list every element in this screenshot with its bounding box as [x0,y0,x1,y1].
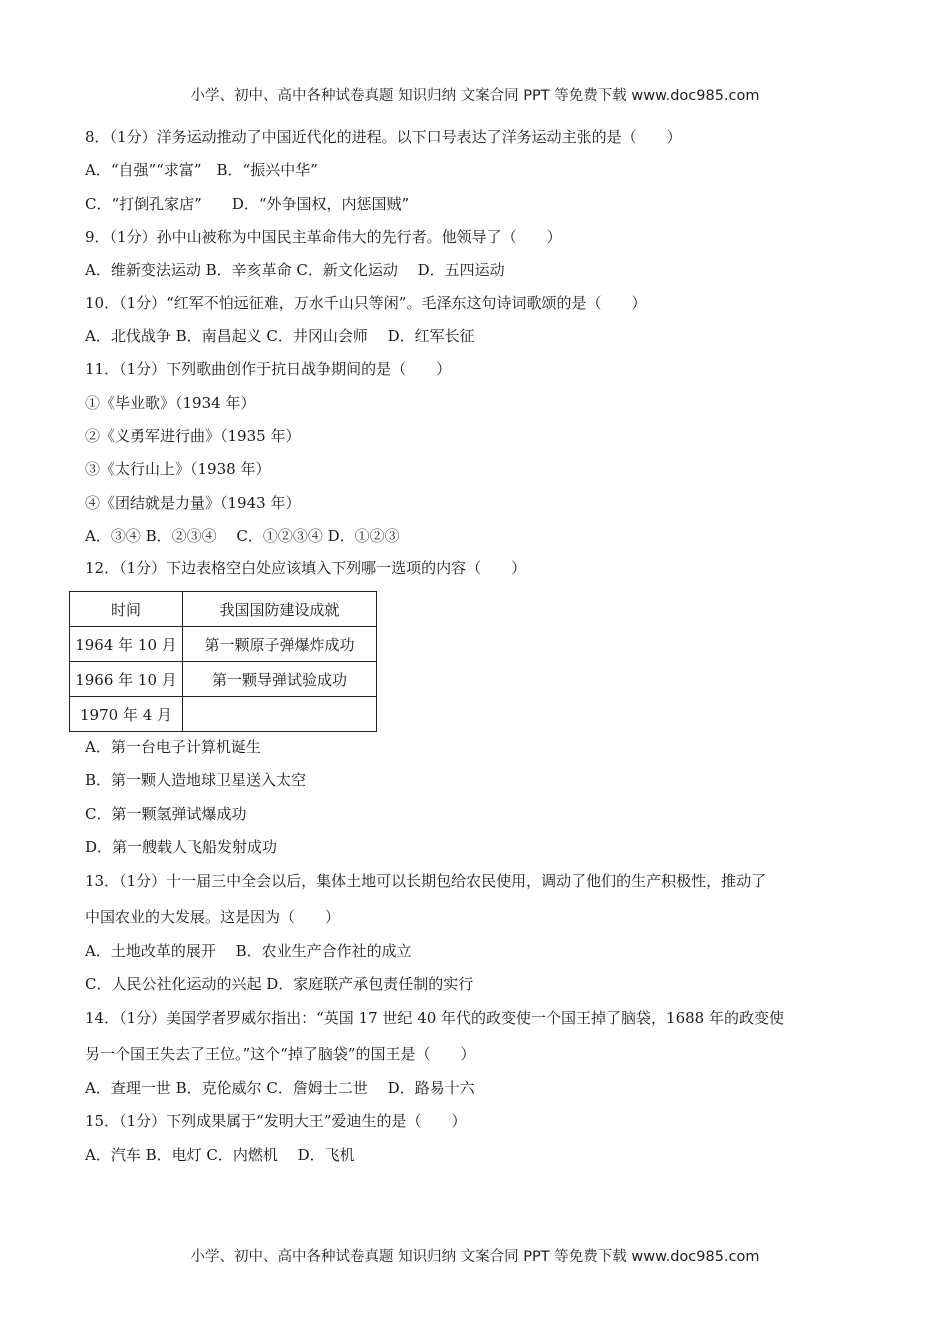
table-cell: 1970 年 4 月 [70,697,183,732]
q12-option-a: A．第一台电子计算机诞生 [85,738,261,756]
page-header: 小学、初中、高中各种试卷真题 知识归纳 文案合同 PPT 等免费下载 www.doc985.com [190,88,760,104]
q12-option-d: D．第一艘载人飞船发射成功 [85,838,278,856]
q15-options: A．汽车 B．电灯 C．内燃机 D．飞机 [85,1146,355,1164]
table-cell: 第一颗导弹试验成功 [183,662,377,697]
table-header-cell: 我国国防建设成就 [183,592,377,627]
q8-options-ab: A．“自强”“求富” B．“振兴中华” [85,161,318,179]
table-row [70,627,377,662]
q12-option-b: B．第一颗人造地球卫星送入太空 [85,771,307,789]
table-row [70,662,377,697]
table-cell: 1966 年 10 月 [70,662,183,697]
question-10: 10．（1分）“红军不怕远征难，万水千山只等闲”。毛泽东这句诗词歌颂的是（ ） [85,294,647,312]
question-13-cont: 中国农业的大发展。这是因为（ ） [85,908,341,926]
table-header-cell: 时间 [70,592,183,627]
question-14: 14．（1分）美国学者罗威尔指出：“英国 17 世纪 40 年代的政变使一个国王掉了脑袋，1688 年的政变使 [85,1009,784,1027]
question-14-cont: 另一个国王失去了王位。”这个“掉了脑袋”的国王是（ ） [85,1045,476,1063]
q11-item-1: ①《毕业歌》（1934 年） [85,394,256,412]
q11-item-4: ④《团结就是力量》（1943 年） [85,494,301,512]
table-header-row [70,592,377,627]
question-12: 12．（1分）下边表格空白处应该填入下列哪一选项的内容（ ） [85,559,527,577]
question-8: 8．（1分）洋务运动推动了中国近代化的进程。以下口号表达了洋务运动主张的是（ ） [85,128,682,146]
q10-options: A．北伐战争 B．南昌起义 C．井冈山会师 D．红军长征 [85,327,475,345]
q11-item-2: ②《义勇军进行曲》（1935 年） [85,427,301,445]
q12-option-c: C．第一颗氢弹试爆成功 [85,805,247,823]
q13-options-cd: C．人民公社化运动的兴起 D．家庭联产承包责任制的实行 [85,975,474,993]
q14-options: A．查理一世 B．克伦威尔 C．詹姆士二世 D．路易十六 [85,1079,475,1097]
question-13: 13．（1分）十一届三中全会以后，集体土地可以长期包给农民使用，调动了他们的生产积极性，推动了 [85,872,767,890]
q13-options-ab: A．土地改革的展开 B．农业生产合作社的成立 [85,942,412,960]
table-row [70,697,377,732]
question-15: 15．（1分）下列成果属于“发明大王”爱迪生的是（ ） [85,1112,467,1130]
defense-achievements-table [69,591,377,732]
table-cell-blank [183,697,377,732]
q11-item-3: ③《太行山上》（1938 年） [85,460,271,478]
question-9: 9．（1分）孙中山被称为中国民主革命伟大的先行者。他领导了（ ） [85,228,562,246]
page-footer: 小学、初中、高中各种试卷真题 知识归纳 文案合同 PPT 等免费下载 www.doc985.com [190,1249,760,1265]
table-cell: 1964 年 10 月 [70,627,183,662]
question-11: 11．（1分）下列歌曲创作于抗日战争期间的是（ ） [85,360,452,378]
q9-options: A．维新变法运动 B．辛亥革命 C．新文化运动 D．五四运动 [85,261,505,279]
q11-options: A．③④ B．②③④ C．①②③④ D．①②③ [85,527,400,545]
q8-options-cd: C．“打倒孔家店” D．“外争国权，内惩国贼” [85,195,410,213]
table-cell: 第一颗原子弹爆炸成功 [183,627,377,662]
